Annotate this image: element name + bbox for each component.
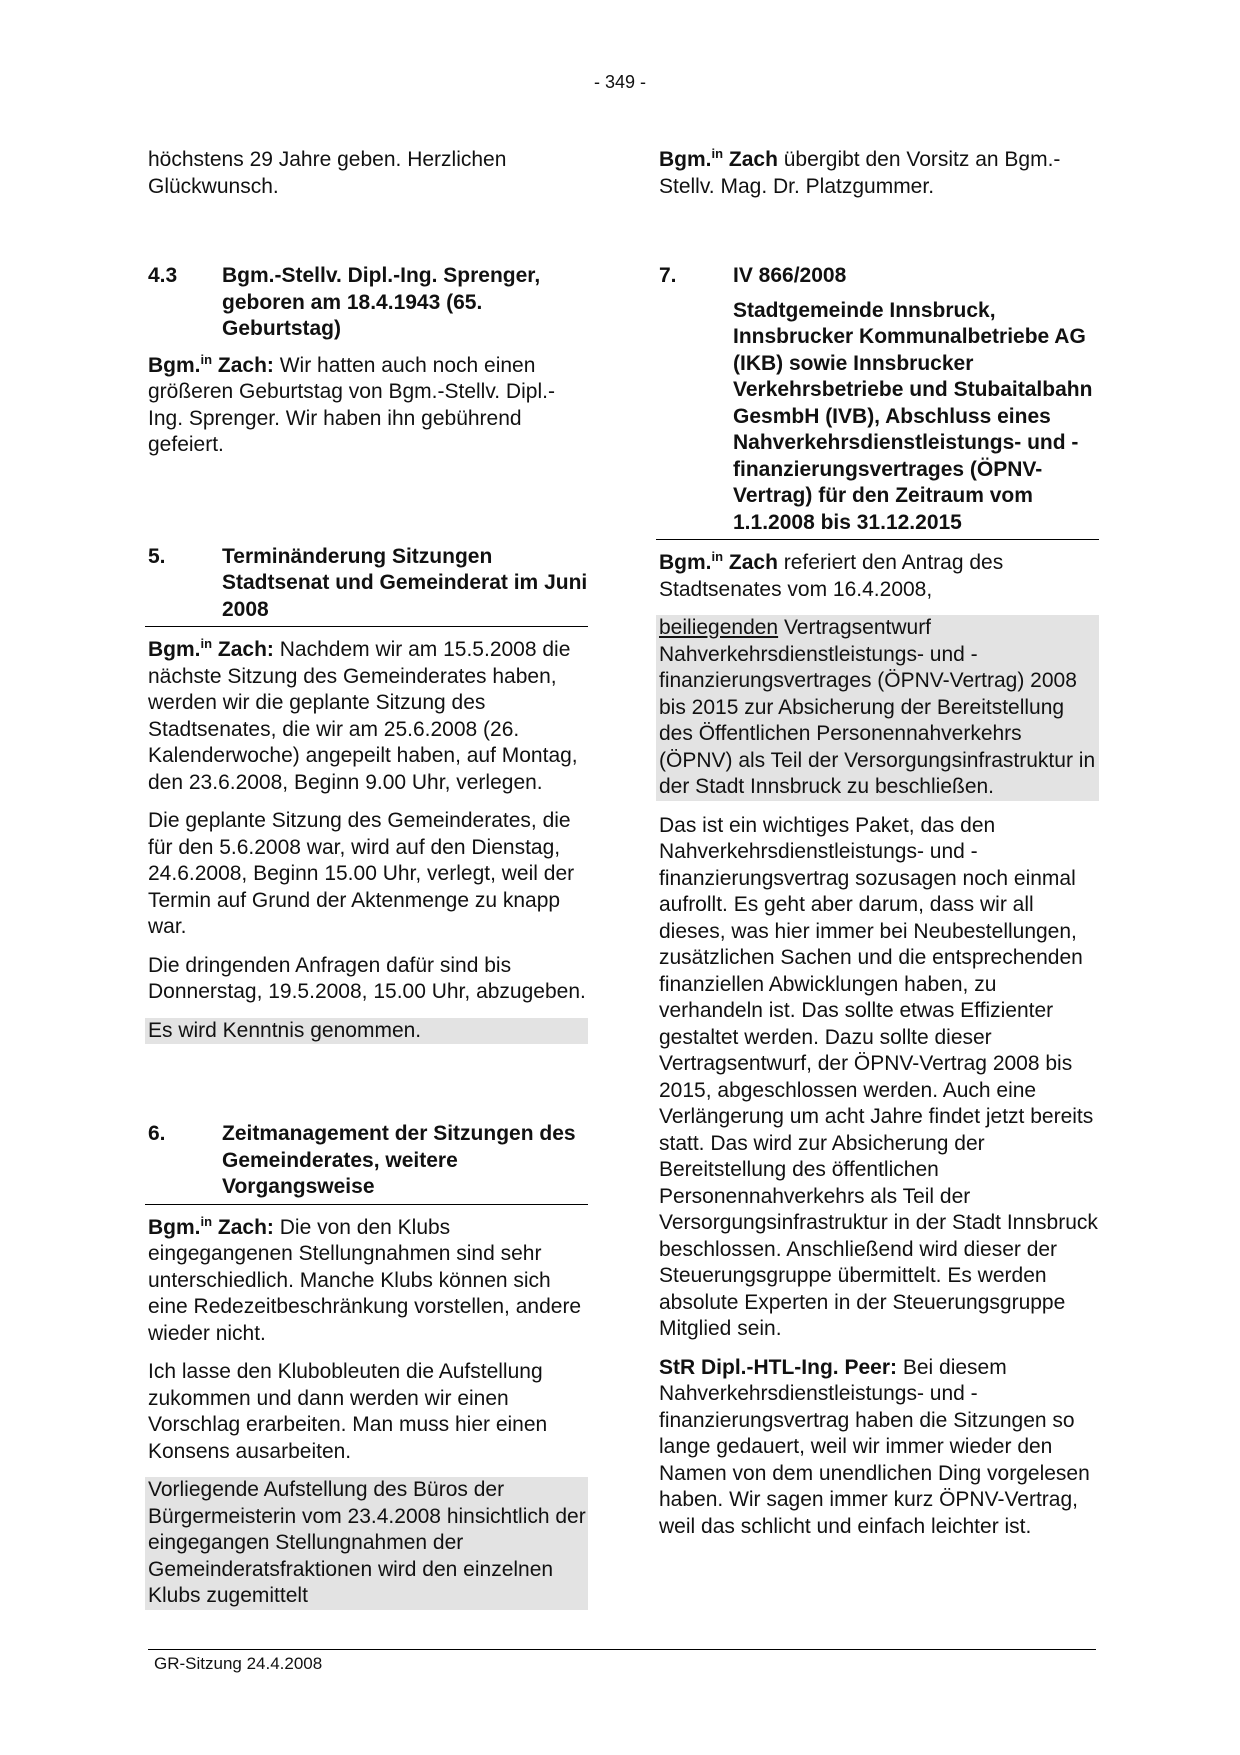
speaker-text: Nachdem wir am 15.5.2008 die nächste Sitzung des Gemeinderates haben, werden wir die geplante Sitzung des Stadtsenates, die wir am 25.6.2008 (26. Kalenderwoche) angepeilt haben, auf Montag, den 23.6.2008, Beginn 9.00 Uhr, verlegen. — [148, 638, 578, 794]
section-title: Terminänderung Sitzungen Stadtsenat und Gemeinderat im Juni 2008 — [222, 544, 588, 621]
section-7-heading — [656, 298, 1099, 541]
speaker-name: Bgm.$^{in}$ Zach: — [148, 636, 274, 661]
speaker-text: Wir hatten auch noch einen größeren Geburtstag von Bgm.-Stellv. Dipl.-Ing. Sprenger. Wir haben ihn gebührend gefeiert. — [148, 353, 555, 456]
section-number: 6. — [148, 1122, 166, 1145]
speaker-name: StR Dipl.-HTL-Ing. Peer: — [659, 1355, 897, 1379]
paragraph: Die geplante Sitzung des Gemeinderates, die für den 5.6.2008 war, wird auf den Dienstag, 24.6.2008, Beginn 15.00 Uhr, verlegt, weil der Termin auf Grund der Aktenmenge zu knapp war. — [148, 809, 575, 938]
motion-text: Vertragsentwurf Nahverkehrsdienstleistungs- und -finanzierungsvertrages (ÖPNV-Vertrag) 2008 bis 2015 zur Absicherung der Bereitstellung des Öffentlichen Personennahverkehrs (ÖPNV) als Teil der Versorgungsinfrastruktur in der Stadt Innsbruck zu beschließen. — [659, 616, 1096, 798]
speaker-name: Bgm.$^{in}$ Zach — [659, 549, 778, 574]
page-number: - 349 - — [593, 72, 647, 92]
speaker-name: Bgm.$^{in}$ Zach: — [148, 351, 274, 377]
footer-rule — [148, 1649, 1096, 1650]
speaker-name: Bgm.$^{in}$ Zach: — [148, 1213, 274, 1239]
section-title: Bgm.-Stellv. Dipl.-Ing. Sprenger, geboren am 18.4.1943 (65. Geburtstag) — [222, 264, 541, 340]
footer-text: GR-Sitzung 24.4.2008 — [154, 1654, 323, 1673]
section-5-heading — [145, 544, 588, 628]
right-column — [659, 147, 1099, 1552]
paragraph: Die dringenden Anfragen dafür sind bis Donnerstag, 19.5.2008, 15.00 Uhr, abzugeben. — [148, 953, 586, 1003]
section-reference: IV 866/2008 — [733, 264, 847, 287]
section-number: 4.3 — [148, 264, 178, 287]
section-7-heading-ref — [659, 263, 1099, 290]
section-number: 5. — [148, 544, 166, 568]
speaker-text: Die von den Klubs eingegangenen Stellungnahmen sind sehr unterschiedlich. Manche Klubs können sich eine Redezeitbeschränkung vorstellen, andere wieder nicht. — [148, 1215, 582, 1345]
speaker-text: referiert den Antrag des Stadtsenates vom 16.4.2008, — [659, 551, 1004, 601]
speaker-paragraph — [148, 637, 588, 796]
intro-paragraph: höchstens 29 Jahre geben. Herzlichen Glückwunsch. — [148, 148, 507, 198]
speaker-paragraph — [148, 1215, 588, 1348]
section-title: Zeitmanagement der Sitzungen des Gemeinderates, weitere Vorgangsweise — [222, 1122, 576, 1198]
speaker-paragraph — [659, 1355, 1099, 1541]
result-box: Vorliegende Aufstellung des Büros der Bürgermeisterin vom 23.4.2008 hinsichtlich der eingegangen Stellungnahmen der Gemeinderatsfraktionen wird den einzelnen Klubs zugemittelt — [145, 1477, 588, 1610]
section-6-heading — [145, 1121, 588, 1205]
paragraph: Das ist ein wichtiges Paket, das den Nahverkehrsdienstleistungs- und -finanzierungsvertrag sozusagen noch einmal aufrollt. Es geht aber darum, dass wir all dieses, was hier immer bei Neubestellungen, zusätzlichen Sachen und die entsprechenden finanziellen Abwicklungen haben, zu verhandeln ist. Das sollte etwas Effizienter gestaltet werden. Dazu sollte dieser Vertragsentwurf, der ÖPNV-Vertrag 2008 bis 2015, abgeschlossen werden. Auch eine Verlängerung um acht Jahre findet jetzt bereits statt. Das wird zur Absicherung der Bereitstellung des öffentlichen Personennahverkehrs als Teil der Versorgungsinfrastruktur in der Stadt Innsbruck beschlossen. Anschließend wird dieser der Steuerungsgruppe übermittelt. Es werden absolute Experten in der Steuerungsgruppe Mitglied sein. — [659, 813, 1098, 1340]
section-4-3-heading — [148, 263, 588, 343]
speaker-paragraph — [659, 550, 1099, 603]
motion-underlined-word: beiliegenden — [659, 616, 779, 639]
left-column — [148, 147, 588, 1622]
speaker-paragraph — [148, 353, 588, 459]
intro-paragraph — [659, 147, 1099, 200]
speaker-name: Bgm.$^{in}$ Zach — [659, 146, 778, 171]
speaker-text: Bei diesem Nahverkehrsdienstleistungs- und -finanzierungsvertrag haben die Sitzungen so lange gedauert, weil wir immer wieder den Namen von dem unendlichen Ding vorgelesen haben. Wir sagen immer kurz ÖPNV-Vertrag, weil das schlicht und einfach leichter ist. — [659, 1355, 1090, 1538]
motion-box — [656, 615, 1099, 801]
section-number: 7. — [659, 264, 677, 287]
speaker-text: übergibt den Vorsitz an Bgm.-Stellv. Mag. Dr. Platzgummer. — [659, 148, 1061, 198]
paragraph: Ich lasse den Klubobleuten die Aufstellung zukommen und dann werden wir einen Vorschlag erarbeiten. Man muss hier einen Konsens ausarbeiten. — [148, 1360, 548, 1463]
section-title: Stadtgemeinde Innsbruck, Innsbrucker Kommunalbetriebe AG (IKB) sowie Innsbrucker Verkehrsbetriebe und Stubaitalbahn GesmbH (IVB), Abschluss eines Nahverkehrsdienstleistungs- und -finanzierungsvertrages (ÖPNV-Vertrag) für den Zeitraum vom 1.1.2008 bis 31.12.2015 — [733, 298, 1093, 534]
result-box: Es wird Kenntnis genommen. — [145, 1018, 588, 1045]
